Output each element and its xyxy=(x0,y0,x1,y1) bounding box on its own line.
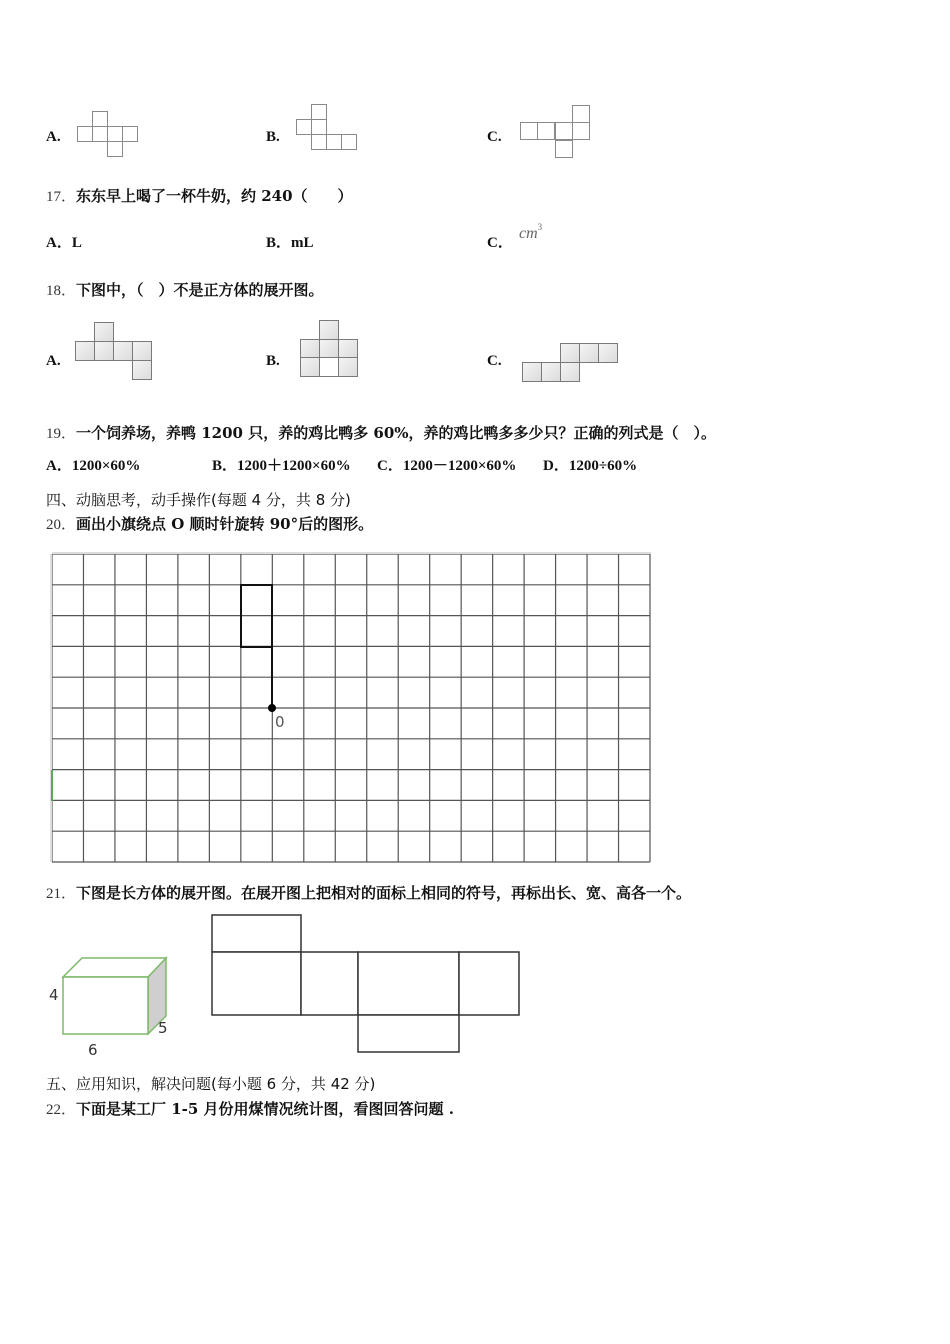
q19-option-a: A．1200×60% xyxy=(46,458,141,474)
question-text: 下图中，（ ）不是正方体的展开图。 xyxy=(76,281,324,299)
q18-option-b-label: B. xyxy=(266,353,280,369)
q18-option-c-label: C. xyxy=(487,353,502,369)
q19-option-b: B．1200＋1200×60% xyxy=(212,458,351,474)
question-text: 一个饲养场，养鸭 1200 只，养的鸡比鸭多 60%，养的鸡比鸭多多少只？正确的列式是（ ）。 xyxy=(76,424,717,442)
question-number: 19． xyxy=(46,426,77,442)
question-number: 22． xyxy=(46,1102,77,1118)
question-number: 18． xyxy=(46,283,77,299)
q19-option-d: D．1200÷60% xyxy=(543,458,638,474)
q19-option-c: C．1200－1200×60% xyxy=(377,458,517,474)
q17-option-b: B．mL xyxy=(266,235,314,251)
q17-option-c-unit: $cm^3$ xyxy=(519,222,543,242)
question-text: 东东早上喝了一杯牛奶，约 240（ ） xyxy=(76,187,353,205)
section-5-heading: 五、应用知识，解决问题(每小题 6 分，共 42 分) xyxy=(46,1075,376,1093)
question-number: 21． xyxy=(46,886,77,902)
q18-option-a-label: A. xyxy=(46,353,61,369)
cuboid-height-label: 4 xyxy=(49,986,59,1004)
q17-option-c-label: C． xyxy=(487,235,513,251)
question-text: 下面是某工厂 1-5 月份用煤情况统计图，看图回答问题 . xyxy=(76,1100,455,1118)
q16-option-a-label: A. xyxy=(46,129,61,145)
cuboid-width-label: 5 xyxy=(158,1019,168,1037)
question-text: 下图是长方体的展开图。在展开图上把相对的面标上相同的符号，再标出长、宽、高各一个。 xyxy=(76,884,692,902)
cuboid-length-label: 6 xyxy=(88,1041,98,1059)
point-o-label: 0 xyxy=(275,713,285,731)
q16-option-c-label: C. xyxy=(487,129,502,145)
question-text: 画出小旗绕点 O 顺时针旋转 90°后的图形。 xyxy=(76,515,374,533)
question-number: 20． xyxy=(46,517,77,533)
section-4-heading: 四、动脑思考，动手操作(每题 4 分，共 8 分) xyxy=(46,491,351,509)
q16-option-b-label: B. xyxy=(266,129,280,145)
q17-option-a: A．L xyxy=(46,235,82,251)
question-number: 17． xyxy=(46,189,77,205)
